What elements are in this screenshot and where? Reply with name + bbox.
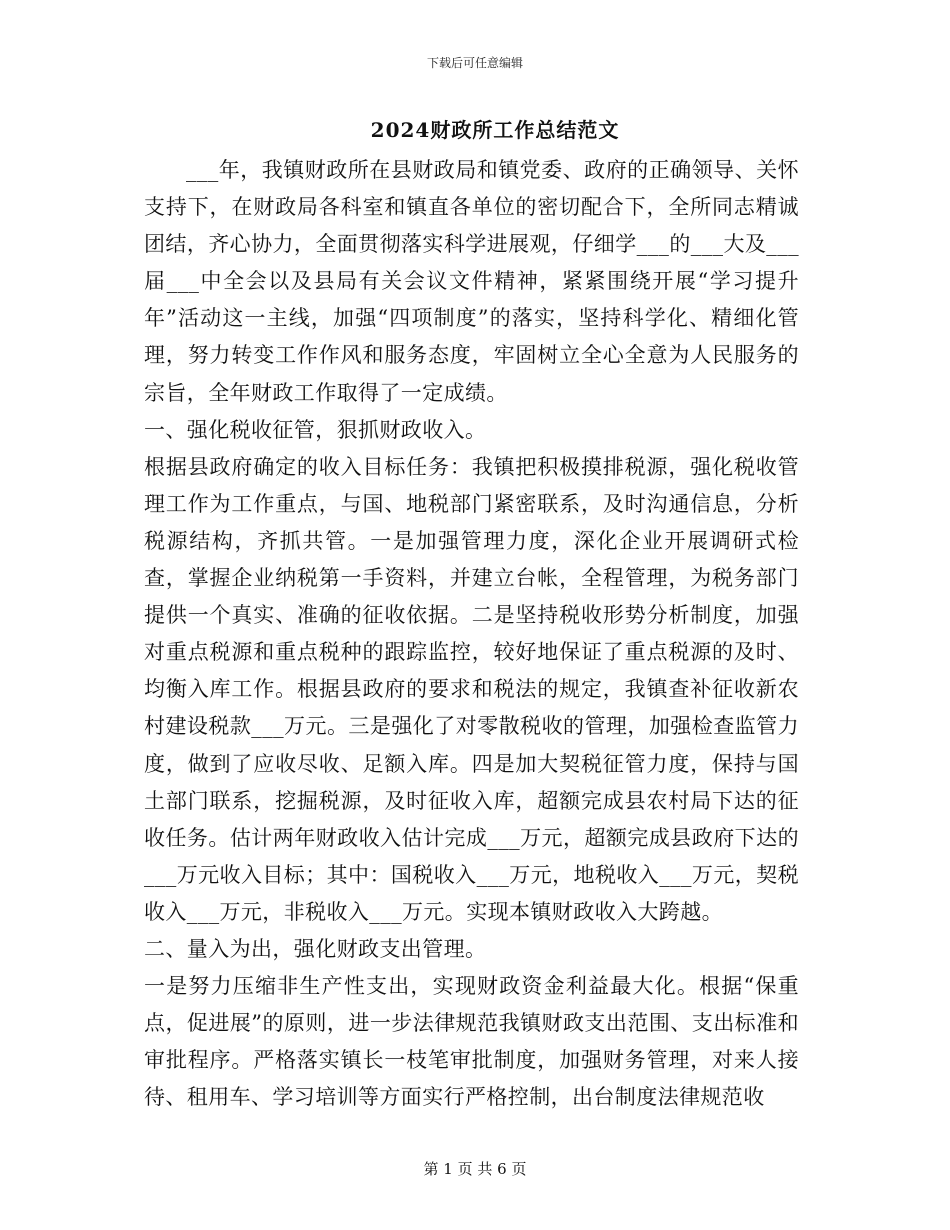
section-heading-2: 二、量入为出，强化财政支出管理。 (144, 936, 487, 961)
paragraph-section-1: 根据县政府确定的收入目标任务：我镇把积极摸排税源，强化税收管理工作为工作重点，与国、地税部门紧密联系，及时沟通信息，分析税源结构，齐抓共管。一是加强管理力度，深化企业开展调研式检查，掌握企业纳税第一手资料，并建立台帐，全程管理，为税务部门提供一个真实、准确的征收依据。二是坚持税收形势分析制度，加强对重点税源和重点税种的跟踪监控，较好地保证了重点税源的及时、均衡入库工作。根据县政府的要求和税法的规定，我镇查补征收新农村建设税款___万元。三是强化了对零散税收的管理，加强检查监管力度，做到了应收尽收、足额入库。四是加大契税征管力度，保持与国土部门联系，挖掘税源，及时征收入库，超额完成县农村局下达的征收任务。估计两年财政收入估计完成___万元，超额完成县政府下达的___万元收入目标；其中：国税收入___万元，地税收入___万元，契税收入___万元，非税收入___万元。实现本镇财政收入大跨越。 (144, 454, 799, 924)
header-note: 下载后可任意编辑 (426, 56, 523, 70)
document-body (144, 152, 799, 1116)
section-heading-1: 一、强化税收征管，狠抓财政收入。 (144, 417, 487, 442)
paragraph-section-2: 一是努力压缩非生产性支出，实现财政资金利益最大化。根据“保重点，促进展”的原则，进一步法律规范我镇财政支出范围、支出标准和审批程序。严格落实镇长一枝笔审批制度，加强财务管理，对来人接待、租用车、学习培训等方面实行严格控制，出台制度法律规范收 (144, 974, 799, 1110)
page-number: 第 1 页 共 6 页 (423, 1160, 527, 1178)
document-title: 2024财政所工作总结范文 (370, 118, 620, 142)
paragraph-intro: ___年，我镇财政所在县财政局和镇党委、政府的正确领导、关怀支持下，在财政局各科室和镇直各单位的密切配合下，全所同志精诚团结，齐心协力，全面贯彻落实科学进展观，仔细学___的___大及___届___中全会以及县局有关会议文件精神，紧紧围绕开展“学习提升年”活动这一主线，加强“四项制度”的落实，坚持科学化、精细化管理，努力转变工作作风和服务态度，牢固树立全心全意为人民服务的宗旨，全年财政工作取得了一定成绩。 (144, 158, 799, 405)
